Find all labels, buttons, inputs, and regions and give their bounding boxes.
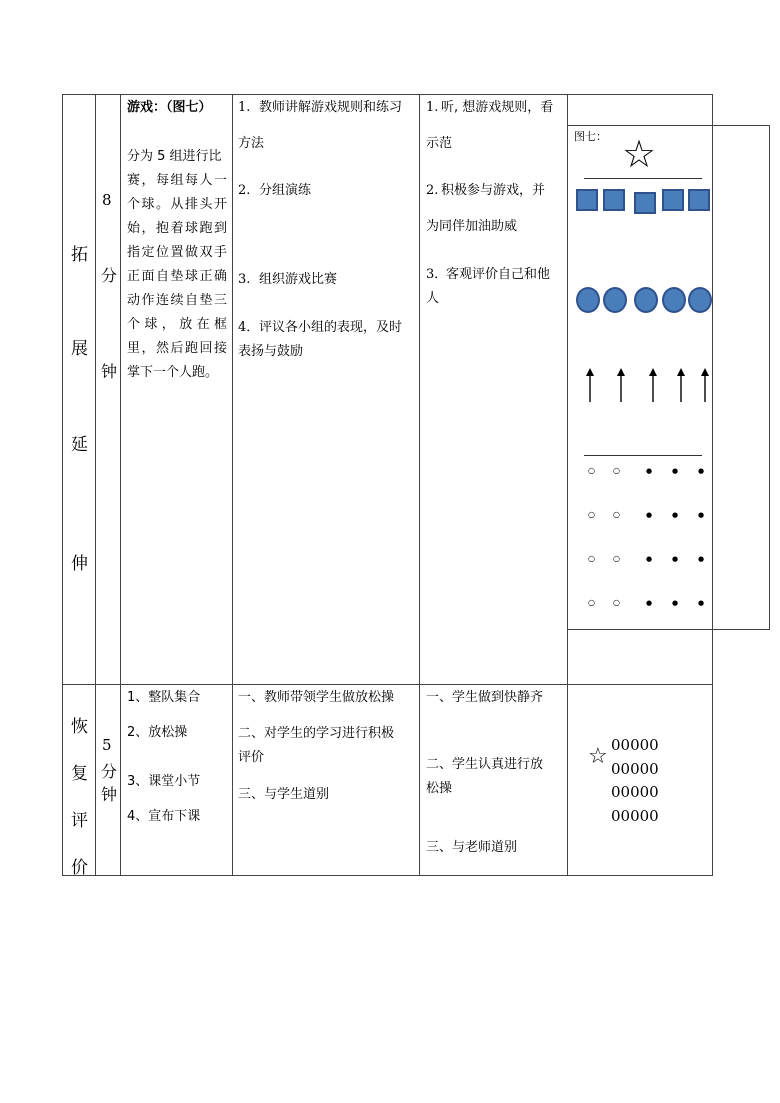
description-line: 指定位置做双手: [127, 245, 227, 260]
solid-dot-icon: ●: [672, 467, 679, 475]
solid-dot-icon: ●: [698, 467, 705, 475]
student-line: 人: [426, 291, 440, 306]
description-line: 分为 5 组进行比: [127, 149, 222, 164]
formation-row: 00000: [611, 760, 659, 778]
arrow-up-icon: [615, 368, 627, 402]
game-diagram: [567, 125, 770, 630]
hollow-dot-icon: ○: [588, 598, 595, 607]
arrow-up-icon: [675, 368, 687, 402]
stage-char: 拓: [71, 245, 88, 265]
solid-dot-icon: ●: [646, 599, 653, 607]
teacher-line: 教师讲解游戏规则和练习: [259, 100, 403, 115]
solid-dot-icon: ●: [646, 467, 653, 475]
hollow-dot-icon: ○: [588, 510, 595, 519]
ball-icon: [688, 287, 712, 313]
teacher-line: 评价: [238, 750, 265, 765]
solid-dot-icon: ●: [698, 511, 705, 519]
ball-icon: [603, 287, 627, 313]
time-number: 8: [102, 191, 112, 209]
arrow-up-icon: [699, 368, 711, 402]
item-number: 2.: [426, 183, 439, 198]
time-unit: 钟: [101, 785, 118, 804]
stage-char: 恢: [71, 717, 88, 737]
recovery-step: 4、宣布下课: [127, 809, 201, 824]
description-line: 正面自垫球正确: [127, 269, 227, 284]
teacher-line: 分组演练: [259, 183, 312, 198]
diagram-label: 图七：: [574, 130, 607, 143]
time-unit: 分: [101, 762, 118, 781]
item-number: 2.: [238, 183, 251, 198]
stage-char: 评: [71, 811, 88, 831]
description-line: 始，抱着球跑到: [127, 221, 227, 236]
student-line: 听, 想游戏规则，看: [441, 100, 554, 115]
description-line: 个球。从排头开: [127, 197, 227, 212]
recovery-step: 2、放松操: [127, 725, 188, 740]
start-line: [584, 178, 702, 179]
item-number: 1.: [238, 100, 251, 115]
solid-dot-icon: ●: [672, 555, 679, 563]
game-description: [127, 145, 227, 385]
teacher-line: 表扬与鼓励: [238, 344, 304, 359]
solid-dot-icon: ●: [672, 511, 679, 519]
hollow-dot-icon: ○: [588, 466, 595, 475]
description-line: 里，然后跑回接: [127, 341, 227, 356]
hollow-dot-icon: ○: [613, 598, 620, 607]
solid-dot-icon: ●: [672, 599, 679, 607]
student-line: 积极参与游戏，并: [441, 183, 546, 198]
teacher-line: 三、与学生道别: [238, 787, 330, 802]
time-number: 5: [102, 736, 112, 754]
recovery-step: 1、整队集合: [127, 690, 201, 705]
time-unit: 钟: [101, 362, 118, 381]
ball-icon: [662, 287, 686, 313]
teacher-line: 评议各小组的表现，及时: [259, 320, 403, 335]
finish-line: [584, 455, 702, 456]
solid-dot-icon: ●: [698, 555, 705, 563]
recovery-step: 3、课堂小节: [127, 774, 201, 789]
teacher-line: 一、教师带领学生做放松操: [238, 690, 395, 705]
formation-row: 00000: [611, 783, 659, 801]
description-line: 掌下一个人跑。: [127, 365, 219, 380]
square-marker-icon: [634, 192, 656, 214]
item-number: 1.: [426, 100, 439, 115]
stage-char: 延: [71, 435, 88, 455]
game-title: 游戏：（图七）: [127, 100, 212, 115]
description-line: 动作连续自垫三: [127, 293, 227, 308]
star-icon: ☆: [588, 744, 608, 769]
description-line: 个球，放在框: [127, 317, 227, 332]
teacher-line: 二、对学生的学习进行积极: [238, 726, 395, 741]
hollow-dot-icon: ○: [613, 554, 620, 563]
student-line: 示范: [426, 136, 453, 151]
teacher-line: 方法: [238, 136, 265, 151]
hollow-dot-icon: ○: [588, 554, 595, 563]
arrow-up-icon: [584, 368, 596, 402]
student-line: 客观评价自己和他: [446, 267, 551, 282]
teacher-line: 组织游戏比赛: [259, 272, 338, 287]
solid-dot-icon: ●: [698, 599, 705, 607]
student-line: 二、学生认真进行放: [426, 757, 544, 772]
stage-char: 展: [71, 339, 88, 359]
square-marker-icon: [603, 189, 625, 211]
student-line: 一、学生做到快静齐: [426, 690, 544, 705]
square-marker-icon: [662, 189, 684, 211]
item-number: 4．: [238, 320, 260, 335]
hollow-dot-icon: ○: [613, 510, 620, 519]
square-marker-icon: [576, 189, 598, 211]
formation-row: 00000: [611, 807, 659, 825]
item-number: 3．: [426, 267, 448, 282]
item-number: 3.: [238, 272, 251, 287]
square-marker-icon: [688, 189, 710, 211]
stage-char: 价: [71, 858, 88, 878]
arrow-up-icon: [647, 368, 659, 402]
ball-icon: [634, 287, 658, 313]
ball-icon: [576, 287, 600, 313]
student-line: 为同伴加油助威: [426, 219, 518, 234]
solid-dot-icon: ●: [646, 511, 653, 519]
description-line: 赛，每组每人一: [127, 173, 227, 188]
hollow-dot-icon: ○: [613, 466, 620, 475]
solid-dot-icon: ●: [646, 555, 653, 563]
student-line: 松操: [426, 781, 453, 796]
student-line: 三、与老师道别: [426, 840, 518, 855]
formation-row: 00000: [611, 736, 659, 754]
star-icon: ☆: [622, 132, 657, 176]
stage-char: 伸: [71, 554, 88, 574]
time-unit: 分: [101, 266, 118, 285]
stage-char: 复: [71, 764, 88, 784]
